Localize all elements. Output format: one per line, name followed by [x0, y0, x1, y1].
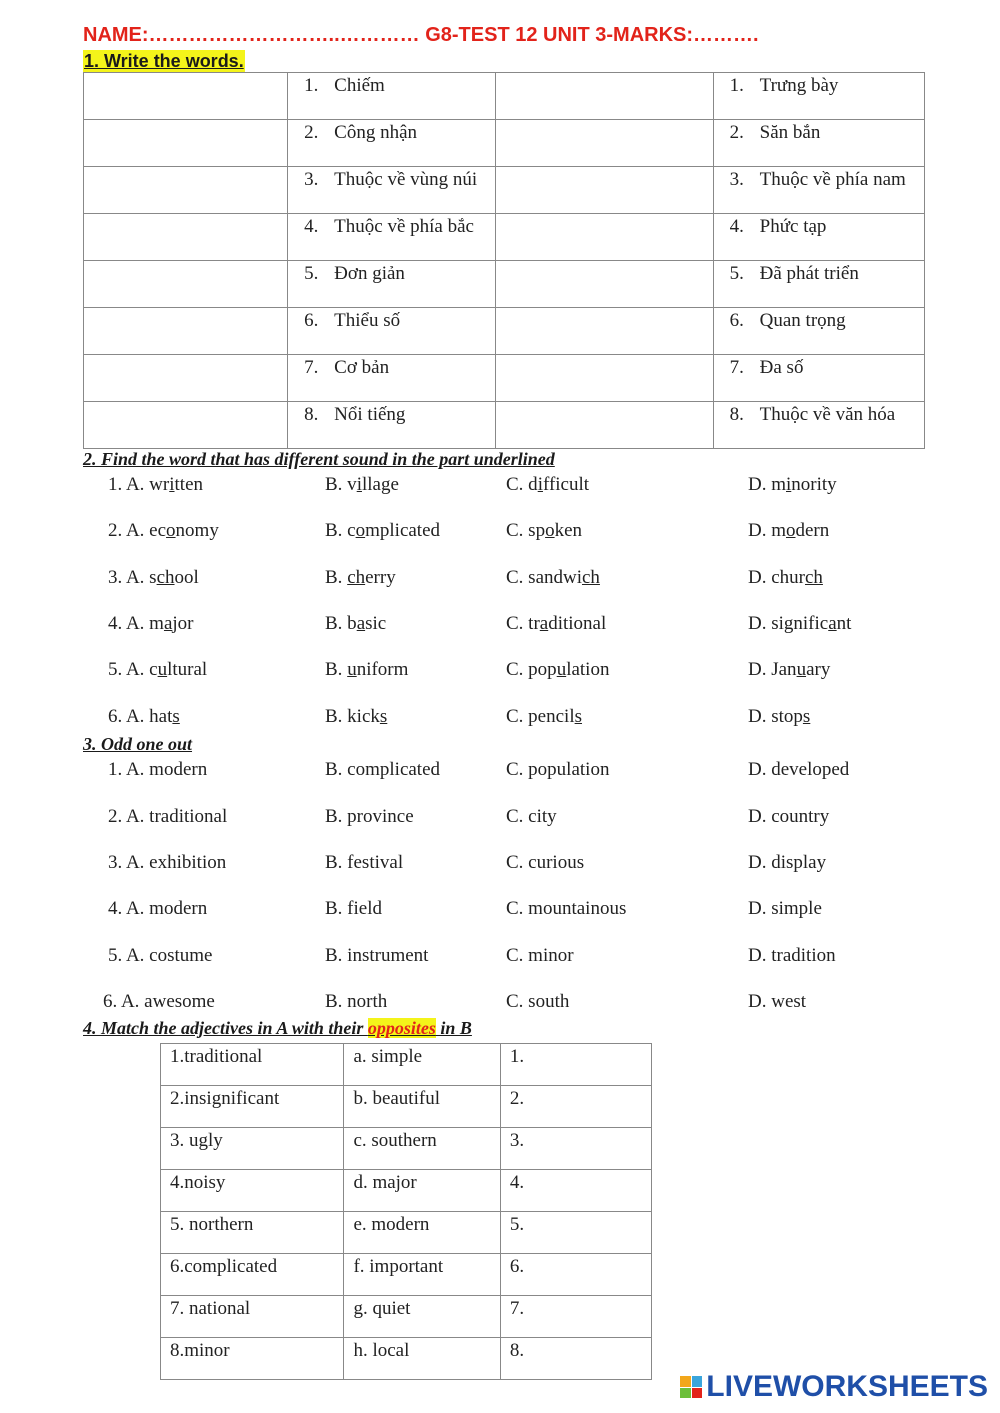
- answer-cell[interactable]: 8.: [500, 1338, 651, 1380]
- answer-blank-cell: [495, 73, 713, 120]
- table-row: [84, 214, 925, 261]
- word-number: 5.: [729, 263, 744, 284]
- right-word-cell: [713, 167, 924, 214]
- vietnamese-word: Nổi tiếng: [334, 404, 406, 425]
- word-number: 3.: [729, 169, 744, 190]
- option-text: D. signific: [748, 613, 829, 634]
- option-text: erry: [365, 567, 396, 588]
- option-a[interactable]: 4. A. modern: [108, 898, 208, 919]
- vietnamese-word: Đã phát triển: [759, 263, 859, 284]
- option-text: 6. A. hat: [108, 706, 173, 727]
- word-number: 8.: [304, 404, 319, 425]
- option-a[interactable]: [108, 706, 180, 728]
- option-text: llage: [361, 474, 399, 495]
- section4-title: [83, 1018, 472, 1039]
- option-text: D. m: [748, 520, 786, 541]
- vietnamese-word: Thuộc về văn hóa: [759, 404, 896, 425]
- option-b[interactable]: B. field: [325, 898, 382, 919]
- question-row: [0, 520, 1000, 546]
- vietnamese-word: Đa số: [759, 357, 804, 378]
- left-word-cell: [288, 402, 495, 449]
- underlined-part: a: [163, 613, 173, 634]
- option-d[interactable]: [748, 613, 851, 635]
- column-b-cell: e. modern: [344, 1212, 500, 1254]
- column-b-cell: f. important: [344, 1254, 500, 1296]
- answer-blank-cell: [495, 214, 713, 261]
- question-row: [0, 474, 1000, 500]
- underlined-part: i: [356, 474, 362, 495]
- column-b-cell: b. beautiful: [344, 1086, 500, 1128]
- underlined-part: o: [786, 520, 796, 541]
- underlined-part: s: [574, 706, 583, 727]
- word-number: 8.: [729, 404, 744, 425]
- right-word-cell: [713, 261, 924, 308]
- word-number: 1.: [729, 75, 744, 96]
- underlined-part: u: [796, 659, 807, 680]
- column-b-cell: g. quiet: [344, 1296, 500, 1338]
- option-text: 5. A. c: [108, 659, 158, 680]
- column-a-cell: 7. national: [161, 1296, 344, 1338]
- option-c[interactable]: C. south: [506, 991, 570, 1012]
- option-c[interactable]: C. city: [506, 806, 557, 827]
- option-text: C. sp: [506, 520, 546, 541]
- table-row: [161, 1170, 652, 1212]
- answer-cell[interactable]: 3.: [500, 1128, 651, 1170]
- option-c[interactable]: [506, 520, 582, 542]
- table-row: [84, 355, 925, 402]
- worksheet-header: NAME:………………………..………… G8-TEST 12 UNIT 3-MARKS:……….: [83, 24, 759, 46]
- vietnamese-word: Quan trọng: [759, 310, 846, 331]
- section1-title: 1. Write the words.: [84, 51, 244, 71]
- column-a-cell: 1.traditional: [161, 1044, 344, 1086]
- underlined-part: ch: [156, 567, 175, 588]
- section3-title: 3. Odd one out: [83, 734, 193, 754]
- option-c[interactable]: [506, 613, 606, 635]
- answer-cell[interactable]: 6.: [500, 1254, 651, 1296]
- column-a-cell: 2.insignificant: [161, 1086, 344, 1128]
- word-number: 6.: [729, 310, 744, 331]
- option-c[interactable]: [506, 659, 609, 681]
- answer-cell[interactable]: 2.: [500, 1086, 651, 1128]
- vietnamese-word: Phức tạp: [759, 216, 827, 237]
- answer-blank-cell: [495, 167, 713, 214]
- section4-title-highlight: opposites: [367, 1018, 436, 1038]
- left-word-cell: [288, 214, 495, 261]
- underlined-part: ch: [582, 567, 600, 588]
- word-number: 4.: [729, 216, 744, 237]
- underlined-part: ch: [804, 567, 823, 588]
- option-a[interactable]: 6. A. awesome: [103, 991, 215, 1012]
- option-text: D. Jan: [748, 659, 797, 680]
- table-row: [161, 1338, 652, 1380]
- option-c[interactable]: [506, 567, 600, 589]
- option-text: jor: [172, 613, 194, 634]
- answer-blank-cell: [84, 120, 288, 167]
- word-number: 5.: [304, 263, 319, 284]
- question-row: [0, 567, 1000, 593]
- option-b[interactable]: B. festival: [325, 852, 404, 873]
- option-b[interactable]: [325, 567, 396, 589]
- word-number: 1.: [304, 75, 319, 96]
- option-b[interactable]: [325, 706, 387, 728]
- option-c[interactable]: [506, 474, 589, 496]
- answer-blank-cell: [84, 355, 288, 402]
- column-a-cell: 8.minor: [161, 1338, 344, 1380]
- option-text: mplicated: [365, 520, 441, 541]
- answer-blank-cell: [495, 261, 713, 308]
- option-d[interactable]: [748, 659, 830, 681]
- option-text: C. sandwi: [506, 567, 582, 588]
- question-row: [0, 759, 1000, 785]
- left-word-cell: [288, 261, 495, 308]
- question-row: [0, 991, 1000, 1017]
- column-b-cell: d. major: [344, 1170, 500, 1212]
- option-c[interactable]: [506, 706, 582, 728]
- option-a[interactable]: [108, 659, 207, 681]
- column-b-cell: c. southern: [344, 1128, 500, 1170]
- option-d[interactable]: D. display: [748, 852, 827, 873]
- option-text: nority: [791, 474, 837, 495]
- answer-cell[interactable]: 4.: [500, 1170, 651, 1212]
- word-number: 6.: [304, 310, 319, 331]
- option-text: B.: [325, 567, 348, 588]
- right-word-cell: [713, 308, 924, 355]
- option-b[interactable]: [325, 613, 386, 635]
- option-c[interactable]: C. curious: [506, 852, 585, 873]
- underlined-part: u: [157, 659, 168, 680]
- right-word-cell: [713, 402, 924, 449]
- option-text: ken: [554, 520, 583, 541]
- answer-blank-cell: [495, 355, 713, 402]
- answer-blank-cell: [84, 167, 288, 214]
- table-row: [161, 1254, 652, 1296]
- vietnamese-word: Thuộc về vùng núi: [334, 169, 478, 190]
- option-b[interactable]: [325, 659, 408, 681]
- underlined-part: s: [172, 706, 180, 727]
- question-row: [0, 806, 1000, 832]
- option-text: niform: [356, 659, 409, 680]
- underlined-part: a: [356, 613, 366, 634]
- option-text: 4. A. m: [108, 613, 164, 634]
- option-a[interactable]: 5. A. costume: [108, 945, 213, 966]
- question-row: [0, 613, 1000, 639]
- right-word-cell: [713, 214, 924, 261]
- underlined-part: s: [802, 706, 811, 727]
- column-b-cell: h. local: [344, 1338, 500, 1380]
- word-number: 7.: [729, 357, 744, 378]
- option-text: B. kick: [325, 706, 380, 727]
- option-d[interactable]: [748, 474, 837, 496]
- option-text: B. b: [325, 613, 357, 634]
- option-text: lation: [566, 659, 610, 680]
- vietnamese-word: Đơn giản: [334, 263, 405, 284]
- option-text: 2. A. ec: [108, 520, 167, 541]
- right-word-cell: [713, 355, 924, 402]
- option-text: ool: [174, 567, 199, 588]
- question-row: [0, 852, 1000, 878]
- option-b[interactable]: B. north: [325, 991, 388, 1012]
- left-word-cell: [288, 308, 495, 355]
- right-word-cell: [713, 120, 924, 167]
- underlined-part: a: [828, 613, 837, 634]
- word-number: 2.: [304, 122, 319, 143]
- option-text: C. d: [506, 474, 538, 495]
- answer-blank-cell: [84, 214, 288, 261]
- match-table: [160, 1043, 652, 1380]
- left-word-cell: [288, 73, 495, 120]
- option-text: C. tr: [506, 613, 540, 634]
- option-text: D. chur: [748, 567, 805, 588]
- vietnamese-word: Trưng bày: [759, 75, 839, 96]
- underlined-part: a: [539, 613, 549, 634]
- option-text: 1. A. wr: [108, 474, 170, 495]
- option-a[interactable]: [108, 474, 203, 496]
- question-row: [0, 659, 1000, 685]
- section4-title-before: 4. Match the adjectives in A with their: [83, 1018, 368, 1038]
- option-c[interactable]: C. minor: [506, 945, 574, 966]
- table-row: [161, 1128, 652, 1170]
- answer-blank-cell: [495, 308, 713, 355]
- vietnamese-word: Chiếm: [334, 75, 385, 96]
- underlined-part: i: [169, 474, 175, 495]
- option-a[interactable]: [108, 520, 219, 542]
- answer-cell[interactable]: 5.: [500, 1212, 651, 1254]
- option-text: sic: [365, 613, 387, 634]
- word-number: 7.: [304, 357, 319, 378]
- column-a-cell: 5. northern: [161, 1212, 344, 1254]
- left-word-cell: [288, 355, 495, 402]
- table-row: [161, 1212, 652, 1254]
- column-a-cell: 4.noisy: [161, 1170, 344, 1212]
- table-row: [84, 120, 925, 167]
- option-text: ditional: [548, 613, 607, 634]
- table-row: [161, 1044, 652, 1086]
- underlined-part: o: [545, 520, 555, 541]
- option-text: ary: [806, 659, 831, 680]
- option-text: dern: [795, 520, 830, 541]
- option-text: B. c: [325, 520, 356, 541]
- section4-title-after: in B: [435, 1018, 472, 1038]
- option-text: nt: [836, 613, 852, 634]
- option-b[interactable]: [325, 474, 399, 496]
- write-words-table: [83, 72, 925, 449]
- word-number: 2.: [729, 122, 744, 143]
- column-b-cell: a. simple: [344, 1044, 500, 1086]
- underlined-part: o: [355, 520, 366, 541]
- option-text: C. pop: [506, 659, 557, 680]
- table-row: [161, 1296, 652, 1338]
- vietnamese-word: Săn bắn: [759, 122, 821, 143]
- table-row: [84, 261, 925, 308]
- underlined-part: u: [556, 659, 567, 680]
- underlined-part: i: [786, 474, 792, 495]
- underlined-part: o: [166, 520, 176, 541]
- table-row: [84, 167, 925, 214]
- option-text: ltural: [167, 659, 208, 680]
- vietnamese-word: Công nhận: [334, 122, 418, 143]
- option-c[interactable]: C. population: [506, 759, 610, 780]
- liveworksheets-logo-icon: [680, 1376, 702, 1398]
- option-b[interactable]: [325, 520, 440, 542]
- option-text: fficult: [542, 474, 590, 495]
- option-b[interactable]: B. province: [325, 806, 414, 827]
- option-a[interactable]: 2. A. traditional: [108, 806, 228, 827]
- column-a-cell: 6.complicated: [161, 1254, 344, 1296]
- answer-cell[interactable]: 1.: [500, 1044, 651, 1086]
- word-number: 4.: [304, 216, 319, 237]
- section2-title: 2. Find the word that has different sound in the part underlined: [83, 449, 555, 469]
- logo-text: LIVEWORKSHEETS: [706, 1370, 988, 1403]
- question-row: [0, 706, 1000, 732]
- left-word-cell: [288, 120, 495, 167]
- answer-blank-cell: [495, 120, 713, 167]
- option-d[interactable]: D. country: [748, 806, 830, 827]
- answer-blank-cell: [84, 261, 288, 308]
- vietnamese-word: Cơ bản: [334, 357, 390, 378]
- option-a[interactable]: [108, 567, 199, 589]
- word-number: 3.: [304, 169, 319, 190]
- option-d[interactable]: D. simple: [748, 898, 822, 919]
- option-d[interactable]: [748, 520, 829, 542]
- option-d[interactable]: D. developed: [748, 759, 850, 780]
- option-b[interactable]: B. instrument: [325, 945, 429, 966]
- option-text: D. m: [748, 474, 786, 495]
- option-a[interactable]: 1. A. modern: [108, 759, 208, 780]
- liveworksheets-logo: [680, 1370, 988, 1404]
- underlined-part: ch: [347, 567, 366, 588]
- answer-blank-cell: [84, 402, 288, 449]
- option-d[interactable]: [748, 567, 823, 589]
- table-row: [161, 1086, 652, 1128]
- underlined-part: s: [379, 706, 388, 727]
- option-text: nomy: [175, 520, 219, 541]
- vietnamese-word: Thuộc về phía bắc: [334, 216, 474, 237]
- option-c[interactable]: C. mountainous: [506, 898, 627, 919]
- option-text: D. stop: [748, 706, 803, 727]
- option-text: B.: [325, 659, 348, 680]
- table-row: [84, 402, 925, 449]
- vietnamese-word: Thiểu số: [334, 310, 401, 331]
- option-text: tten: [174, 474, 204, 495]
- option-d[interactable]: D. west: [748, 991, 807, 1012]
- underlined-part: u: [347, 659, 357, 680]
- answer-blank-cell: [495, 402, 713, 449]
- right-word-cell: [713, 73, 924, 120]
- column-a-cell: 3. ugly: [161, 1128, 344, 1170]
- option-text: 3. A. s: [108, 567, 157, 588]
- vietnamese-word: Thuộc về phía nam: [759, 169, 906, 190]
- answer-cell[interactable]: 7.: [500, 1296, 651, 1338]
- option-b[interactable]: B. complicated: [325, 759, 441, 780]
- option-a[interactable]: 3. A. exhibition: [108, 852, 227, 873]
- option-a[interactable]: [108, 613, 194, 635]
- option-d[interactable]: [748, 706, 810, 728]
- table-row: [84, 308, 925, 355]
- underlined-part: i: [537, 474, 543, 495]
- answer-blank-cell: [84, 308, 288, 355]
- table-row: [84, 73, 925, 120]
- left-word-cell: [288, 167, 495, 214]
- answer-blank-cell: [84, 73, 288, 120]
- option-text: B. v: [325, 474, 357, 495]
- question-row: [0, 898, 1000, 924]
- option-text: C. pencil: [506, 706, 575, 727]
- option-d[interactable]: D. tradition: [748, 945, 836, 966]
- question-row: [0, 945, 1000, 971]
